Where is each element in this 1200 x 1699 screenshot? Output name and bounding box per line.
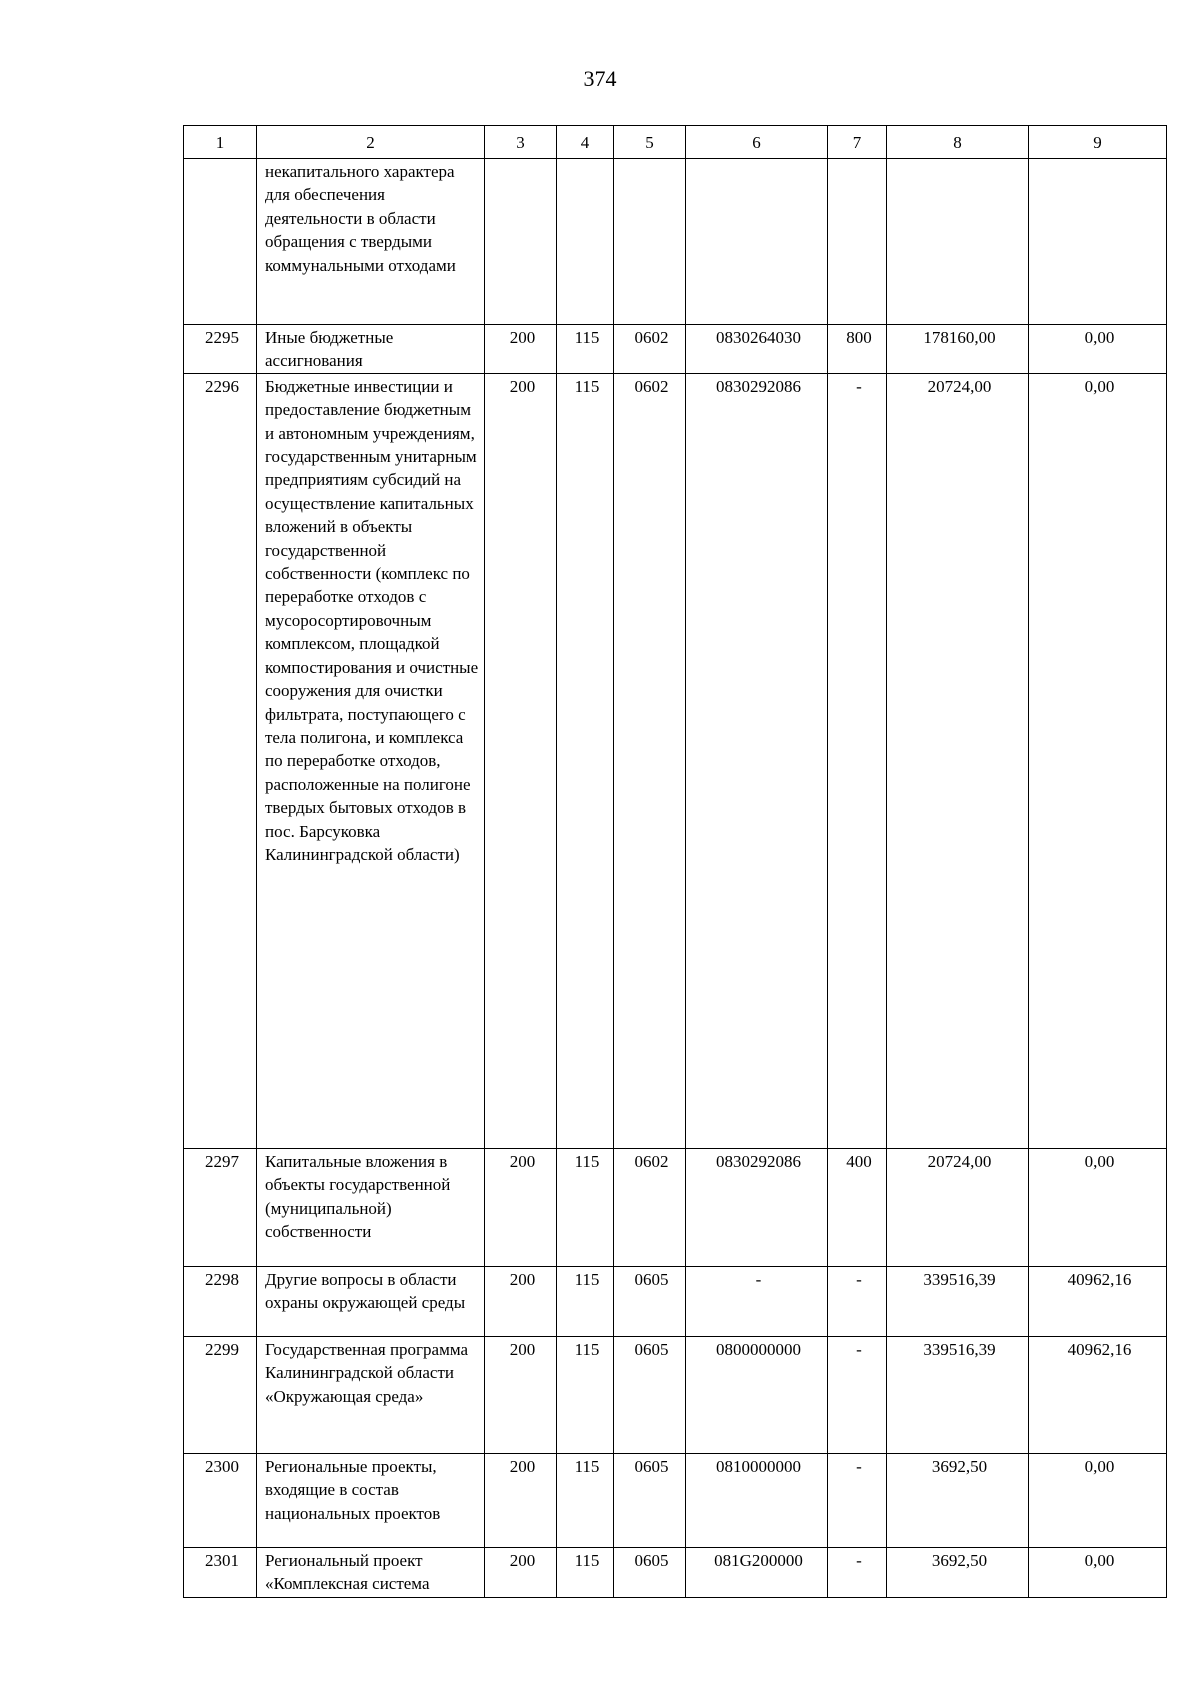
cell-col-3 xyxy=(485,159,557,325)
row-number: 2296 xyxy=(184,373,257,1148)
row-number: 2300 xyxy=(184,1453,257,1547)
row-name: Бюджетные инвестиции и предоставление бюджетным и автономным учреждениям, государственным унитарным предприятиям субсидий на осуществление капитальных вложений в объекты государственной собственности (комплекс по переработке отходов с мусоросортировочным комплексом, площадкой компостирования и очистные сооружения для очистки фильтрата, поступающего с тела полигона, и комплекса по переработке отходов, расположенные на полигоне твердых бытовых отходов в пос. Барсуковка Калининградской области) xyxy=(257,373,485,1148)
row-name: Иные бюджетные ассигнования xyxy=(257,325,485,374)
page-number: 374 xyxy=(583,66,617,91)
cell-col-5: 0605 xyxy=(614,1266,686,1336)
row-name: Другие вопросы в области охраны окружающей среды xyxy=(257,1266,485,1336)
row-number: 2301 xyxy=(184,1547,257,1597)
cell-col-6: 081G200000 xyxy=(686,1547,828,1597)
cell-col-6: 0810000000 xyxy=(686,1453,828,1547)
cell-col-3: 200 xyxy=(485,373,557,1148)
cell-col-6: 0800000000 xyxy=(686,1336,828,1453)
cell-col-4: 115 xyxy=(557,1547,614,1597)
row-number: 2299 xyxy=(184,1336,257,1453)
cell-col-8: 20724,00 xyxy=(887,373,1029,1148)
cell-col-3: 200 xyxy=(485,1148,557,1266)
cell-col-3: 200 xyxy=(485,1336,557,1453)
cell-col-5: 0605 xyxy=(614,1336,686,1453)
cell-col-9 xyxy=(1029,159,1167,325)
row-number: 2297 xyxy=(184,1148,257,1266)
header-col-8: 8 xyxy=(887,126,1029,159)
budget-table xyxy=(183,125,1167,1598)
row-number: 2298 xyxy=(184,1266,257,1336)
cell-col-4: 115 xyxy=(557,325,614,374)
header-col-4: 4 xyxy=(557,126,614,159)
cell-col-4: 115 xyxy=(557,1453,614,1547)
cell-col-5: 0602 xyxy=(614,373,686,1148)
cell-col-3: 200 xyxy=(485,325,557,374)
cell-col-4: 115 xyxy=(557,373,614,1148)
cell-col-6: 0830292086 xyxy=(686,1148,828,1266)
cell-col-5: 0605 xyxy=(614,1453,686,1547)
cell-col-5 xyxy=(614,159,686,325)
cell-col-9: 0,00 xyxy=(1029,373,1167,1148)
header-col-6: 6 xyxy=(686,126,828,159)
cell-col-8 xyxy=(887,159,1029,325)
cell-col-7: - xyxy=(828,373,887,1148)
header-col-3: 3 xyxy=(485,126,557,159)
cell-col-8: 3692,50 xyxy=(887,1547,1029,1597)
cell-col-3: 200 xyxy=(485,1547,557,1597)
table-row xyxy=(184,1336,1167,1453)
table-row xyxy=(184,373,1167,1148)
header-col-2: 2 xyxy=(257,126,485,159)
cell-col-6: 0830292086 xyxy=(686,373,828,1148)
cell-col-7 xyxy=(828,159,887,325)
table-row xyxy=(184,325,1167,374)
cell-col-8: 20724,00 xyxy=(887,1148,1029,1266)
cell-col-6: 0830264030 xyxy=(686,325,828,374)
table-row xyxy=(184,159,1167,325)
cell-col-9: 0,00 xyxy=(1029,1148,1167,1266)
table-row xyxy=(184,1266,1167,1336)
header-col-7: 7 xyxy=(828,126,887,159)
cell-col-6 xyxy=(686,159,828,325)
cell-col-7: - xyxy=(828,1453,887,1547)
row-number: 2295 xyxy=(184,325,257,374)
cell-col-3: 200 xyxy=(485,1453,557,1547)
cell-col-9: 40962,16 xyxy=(1029,1266,1167,1336)
cell-col-9: 0,00 xyxy=(1029,1453,1167,1547)
header-col-5: 5 xyxy=(614,126,686,159)
table-row xyxy=(184,1547,1167,1597)
cell-col-9: 40962,16 xyxy=(1029,1336,1167,1453)
cell-col-5: 0602 xyxy=(614,325,686,374)
cell-col-8: 178160,00 xyxy=(887,325,1029,374)
cell-col-7: - xyxy=(828,1336,887,1453)
row-number xyxy=(184,159,257,325)
cell-col-5: 0605 xyxy=(614,1547,686,1597)
cell-col-9: 0,00 xyxy=(1029,325,1167,374)
cell-col-7: - xyxy=(828,1266,887,1336)
header-col-1: 1 xyxy=(184,126,257,159)
table-row xyxy=(184,1453,1167,1547)
row-name: Региональные проекты, входящие в состав национальных проектов xyxy=(257,1453,485,1547)
header-col-9: 9 xyxy=(1029,126,1167,159)
cell-col-8: 339516,39 xyxy=(887,1266,1029,1336)
cell-col-4: 115 xyxy=(557,1266,614,1336)
header-row xyxy=(184,126,1167,159)
cell-col-4: 115 xyxy=(557,1148,614,1266)
cell-col-6: - xyxy=(686,1266,828,1336)
cell-col-4: 115 xyxy=(557,1336,614,1453)
cell-col-7: 400 xyxy=(828,1148,887,1266)
cell-col-7: - xyxy=(828,1547,887,1597)
cell-col-8: 339516,39 xyxy=(887,1336,1029,1453)
row-name: Государственная программа Калининградской области «Окружающая среда» xyxy=(257,1336,485,1453)
row-name: Капитальные вложения в объекты государственной (муниципальной) собственности xyxy=(257,1148,485,1266)
cell-col-3: 200 xyxy=(485,1266,557,1336)
row-name: Региональный проект «Комплексная система xyxy=(257,1547,485,1597)
cell-col-9: 0,00 xyxy=(1029,1547,1167,1597)
cell-col-5: 0602 xyxy=(614,1148,686,1266)
table-row xyxy=(184,1148,1167,1266)
cell-col-7: 800 xyxy=(828,325,887,374)
row-name: некапитального характера для обеспечения деятельности в области обращения с твердыми коммунальными отходами xyxy=(257,159,485,325)
cell-col-8: 3692,50 xyxy=(887,1453,1029,1547)
cell-col-4 xyxy=(557,159,614,325)
